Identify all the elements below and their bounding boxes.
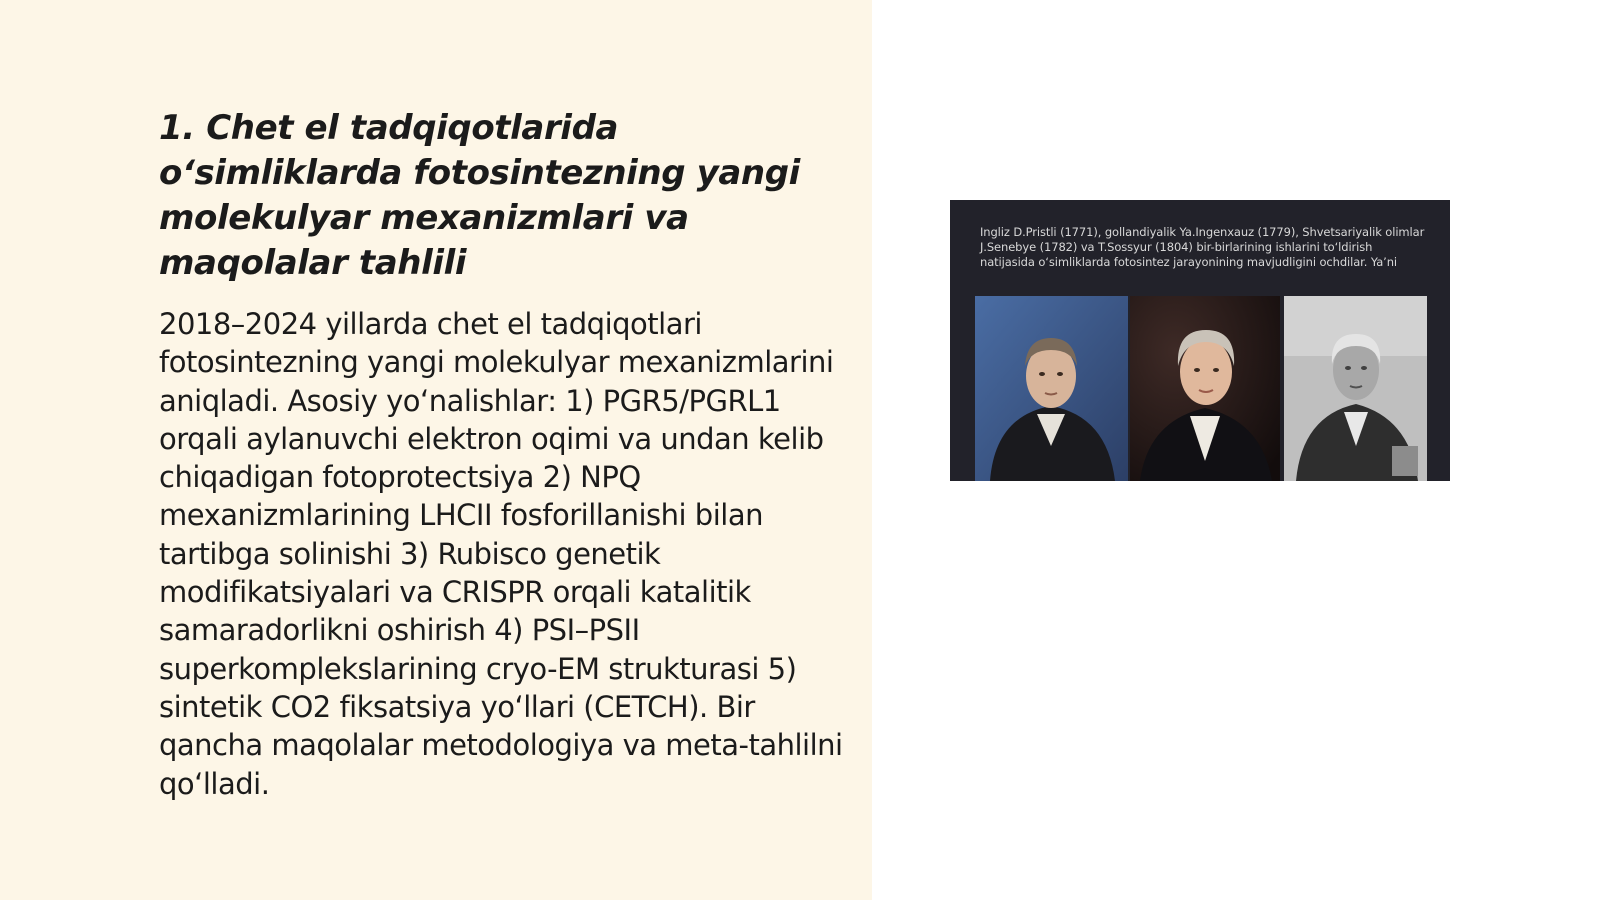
slide-body-text: 2018–2024 yillarda chet el tadqiqotlari fotosintezning yangi molekulyar mexanizmlarini aniqladi. Asosiy yo‘nalishlar: 1) PGR5/PGRL1 orqali aylanuvchi elektron oqimi va undan kelib chiqadigan fotoprotectsiya 2) NPQ mexanizmlarining LHCII fosforillanishi bilan tartibga solinishi 3) Rubisco genetik modifikatsiyalari va CRISPR orqali katalitik samaradorlikni oshirish 4) PSI–PSII superkomplekslarining cryo-EM strukturasi 5) sintetik CO2 fiksatsiya yo‘llari (CETCH). Bir qancha maqolalar metodologiya va meta-tahlilni qo‘lladi. (159, 307, 843, 801)
portrait-ingenxauz (1130, 296, 1280, 481)
image-caption-text: Ingliz D.Pristli (1771), gollandiyalik Ya.Ingenxauz (1779), Shvetsariyalik olimlar J.Senebye (1782) va T.Sossyur (1804) bir-birlarining ishlarini to‘ldirish natijasida o‘simliklarda fotosintez jarayonining mavjudligini ochdilar. Ya’ni (980, 225, 1425, 269)
portrait-pristli (975, 296, 1128, 481)
scientists-portrait-image (950, 200, 1450, 481)
slide-title: 1. Chet el tadqiqotlarida o‘simliklarda fotosintezning yangi molekulyar mexanizmlari va maqolalar tahlili (159, 108, 800, 283)
portrait-sossyur (1284, 296, 1427, 481)
